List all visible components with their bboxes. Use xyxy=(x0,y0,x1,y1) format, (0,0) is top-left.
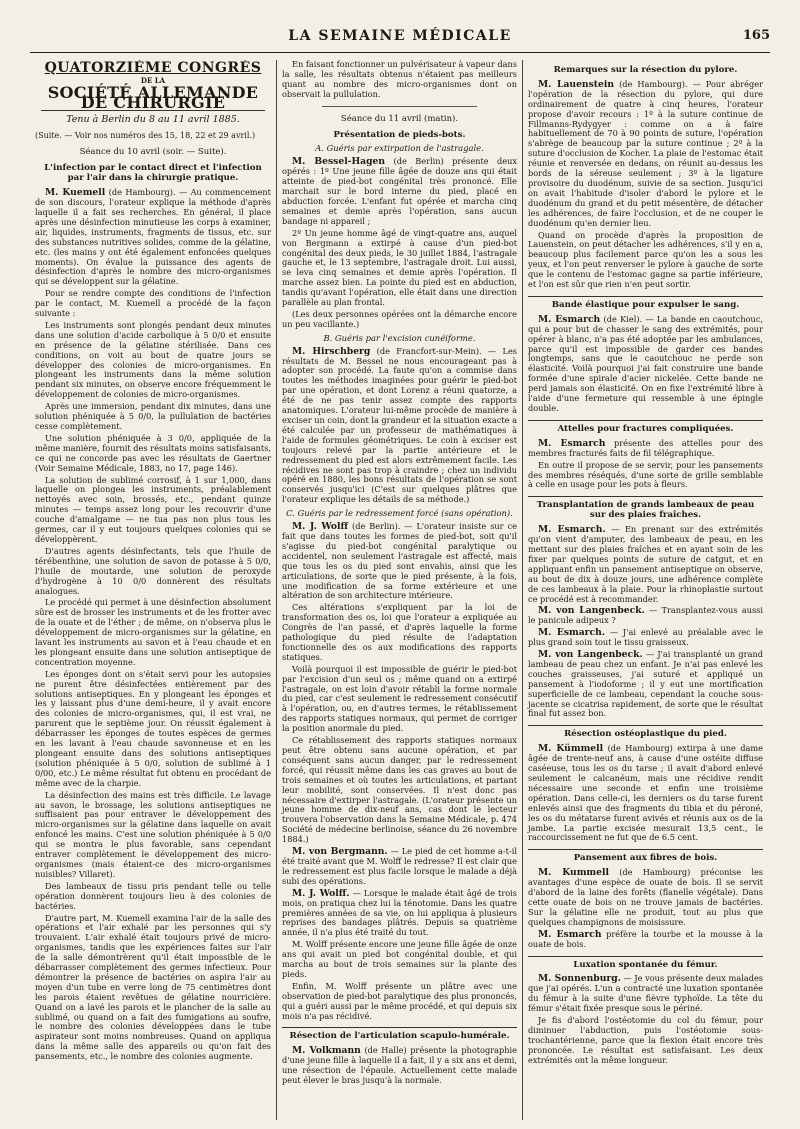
speaker-paragraph xyxy=(282,889,517,939)
speaker-text: (de Hambourg) extirpa à une dame âgée de trente-neuf ans, à cause d'une ostéite diffuse caséeuse, tous les os du tarse ; il avait d'abord enlevé seulement le calcanéum, mais une récidive rendit nécessaire une seconde et enfin une troisième opération. Dans celle-ci, les derniers os du tarse furent enlevés ainsi que des fragments du tibia et du péroné, les os du métatarse furent avivés et réunis aux os de la jambe. La partie excisée mesurait 13,5 cent., le raccourcissement ne fut que de 6.5 cent. xyxy=(528,743,763,843)
section-heading: Remarques sur la résection du pylore. xyxy=(553,65,738,75)
body-paragraph: Des lambeaux de tissu pris pendant telle ou telle opération donnèrent toujours lieu à des colonies de bactéries. xyxy=(35,880,271,911)
speaker-name: M. Hirschberg xyxy=(292,345,371,357)
speaker-name: M. Esmarch xyxy=(538,313,601,325)
speaker-paragraph xyxy=(528,315,763,414)
body-paragraph: En outre il propose de se servir, pour les pansements des membres réséqués, d'une sorte de grille semblable à celle en usage pour les pots à fleurs. xyxy=(528,459,763,490)
speaker-paragraph xyxy=(528,439,763,459)
session-heading: Séance du 11 avril (matin). xyxy=(340,113,459,124)
speaker-paragraph xyxy=(528,650,763,719)
speaker-text: — Transplantez-vous aussi le panicule adipeux ? xyxy=(528,605,763,626)
speaker-text: préfère la tourbe et la mousse à la ouate de bois. xyxy=(528,928,764,949)
column-3 xyxy=(522,60,768,1120)
congress-title: QUATORZIÈME CONGRÈS xyxy=(44,60,262,76)
speaker-name: M. von Langenbeck. xyxy=(538,649,643,661)
speaker-paragraph xyxy=(528,744,763,843)
body-paragraph: Les éponges dont on s'était servi pour les autopsies ne purent être désinfectées entièrement par des solutions antiseptiques. En y plongeant les éponges et les y laissant plus d'une demi-heure, il y avait encore des colonies de micro-organismes, qui, il est vrai, ne parurent que le septième jour. On réussit également à débarrasser les éponges de toutes espèces de germes en les lavant à l'eau chaude savonneuse et en les plongeant ensuite dans des solutions antiseptiques (solution phéniquée à 5 0/0, solution de sublimé à 1 0/00, etc.) Le même résultat fut obtenu en procédant de même avec de la charpie. xyxy=(35,668,271,788)
speaker-name: M. Lauenstein xyxy=(538,78,615,90)
body-paragraph: Pour se rendre compte des conditions de l'infection par le contact, M. Kuemell a procédé de la façon suivante : xyxy=(35,288,271,319)
society-title: SOCIÉTÉ ALLEMANDE DE CHIRURGIE xyxy=(41,88,265,111)
speaker-paragraph xyxy=(35,188,271,287)
section-heading: Luxation spontanée du fémur. xyxy=(528,956,763,971)
section-heading: Transplantation de grands lambeaux de peau sur des plaies fraîches. xyxy=(528,496,763,521)
body-paragraph: Après une immersion, pendant dix minutes, dans une solution phéniquée à 5 0/0, la pullulation de bactéries cesse complètement. xyxy=(35,401,271,431)
page-number: 165 xyxy=(742,28,770,43)
speaker-paragraph xyxy=(282,157,517,226)
body-paragraph: M. Wolff présente encore une jeune fille âgée de onze ans qui avait un pied bot congénital double, et qui marcha au bout de trois semaines sur la plante des pieds. xyxy=(282,939,517,979)
speaker-text: — En prenant sur des extrémités qu'on vient d'amputer, des lambeaux de peau, en les mettant sur des plaies fraîches et en ayant soin de les fixer par quelques points de suture de catgut, et en appliquant enfin un pansement antiseptique on observe, au bout de dix à douze jours, une adhérence complète de ces lambeaux à la plaie. Pour la rhinoplastie surtout ce procédé est à recommander. xyxy=(528,524,763,604)
speaker-name: M. Volkmann xyxy=(292,1045,361,1057)
body-paragraph: En faisant fonctionner un pulvérisateur à vapeur dans la salle, les résultats obtenus n'étaient pas meilleurs quant au nombre des micro-organismes dont on observait la pullulation. xyxy=(282,60,517,99)
speaker-text: — J'ai enlevé au préalable avec le plus grand soin tout le tissu graisseux. xyxy=(528,627,763,648)
speaker-name: M. Sonnenburg. xyxy=(538,973,621,985)
body-paragraph: D'autres agents désinfectants, tels que l'huile de térébenthine, une solution de savon de potasse à 5 0/0, l'huile de moutarde, une solution de peroxyde d'hydrogène à 10 0/0 donnèrent des résultats analogues. xyxy=(35,545,271,596)
body-paragraph: La solution de sublimé corrosif, à 1 sur 1,000, dans laquelle on plongea les instruments, préalablement nettoyés avec soin, brossés, etc., pendant quinze minutes — temps assez long pour les recouvrir d'une couche d'amalgame — ne tua pas non plus tous les germes, car il y eut toujours quelques colonies qui se développèrent. xyxy=(35,474,271,544)
section-heading: Attelles pour fractures compliquées. xyxy=(528,420,763,435)
header-rule xyxy=(30,52,770,53)
speaker-paragraph xyxy=(528,974,763,1014)
speaker-text: — J'ai transplanté un grand lambeau de peau chez un enfant. Je n'ai pas enlevé les couches graisseuses, j'ai suturé et appliqué un pansement à l'iodoforme ; il y eut une mortification superficielle de ce lambeau, cependant la couche sous-jacente se cicatrisa rapidement, de sorte que le résultat final fut assez bon. xyxy=(528,649,763,719)
speaker-name: M. Kümmell xyxy=(538,743,604,755)
body-paragraph: Enfin, M. Wolff présente un plâtre avec une observation de pied-bot paralytique des plus prononcés, qui a guéri aussi par le même procédé, et qui depuis six mois n'a pas récidivé. xyxy=(282,980,517,1021)
session-heading: Séance du 10 avril (soir. — Suite). xyxy=(79,147,227,158)
speaker-paragraph xyxy=(282,1046,517,1086)
speaker-text: (de Berlin). — L'orateur insiste sur ce fait que dans toutes les formes de pied-bot, soit qu'il s'agisse du pied-bot congénital paralytique ou accidentel, non seulement l'astragale est affecté, mais que tous les os du pied sont envahis, ainsi que les articulations, de sorte que le pied présente, à la fois, une modification de sa forme extérieure et une altération de son architecture intérieure. xyxy=(282,521,517,601)
congress-dates: Tenu à Berlin du 8 au 11 avril 1885. xyxy=(66,113,240,125)
speaker-text: (de Hambourg). — Au commencement de son discours, l'orateur explique la méthode d'après laquelle il a fait ses recherches. En général, il place après une désinfection minutieuse les corps à examiner, air, liquides, instruments, fragments de tissus, etc. sur des substances nutritives solides, comme de la gélatine, etc. (les mains y ont été également enfoncées quelques moments). On évalue la puissance des agents de désinfection d'après le nombre des micro-organismes qui se développent sur la gélatine. xyxy=(35,187,271,287)
suite-note: (Suite. — Voir nos numéros des 15, 18, 22 et 29 avril.) xyxy=(35,130,256,140)
speaker-text: (de Berlin) présente deux opérés : 1º Une jeune fille âgée de douze ans qui était atteinte de pied-bot congénital très prononcé. Elle marchait sur le bord interne du pied, placé en abduction forcée. L'enfant fut opérée et marcha cinq semaines et demie après l'opération, sans aucun bandage ni appareil ; xyxy=(282,156,517,226)
running-title: LA SEMAINE MÉDICALE xyxy=(288,28,512,44)
section-heading: Bande élastique pour expulser le sang. xyxy=(528,296,763,311)
speaker-text: — Je vous présente deux malades que j'ai opérés. L'un a contracté une luxation spontanée du fémur à la suite d'une fièvre typhoïde. La tête du fémur s'était fixée presque sous le périné. xyxy=(528,973,763,1014)
speaker-name: M. Esmarch. xyxy=(538,524,606,536)
section-heading: Pansement aux fibres de bois. xyxy=(528,849,763,864)
speaker-text: (de Francfort-sur-Mein). — Les résultats de M. Bessel ne nous encourageant pas à adopter son procédé. La faute qu'on a commise dans toutes les méthodes imaginées pour guérir le pied-bot par une opération, et dont Lorenz a réuni quatorze, a été de ne pas tenir assez compte des rapports anatomiques. L'orateur lui-même procède de manière à exciser un coin, dont la grandeur et la situation exacte a été calculée par un professeur de mathématiques à l'aide de formules géométriques. Le coin à exciser est toujours relevé par la partie antérieure et le redressement du pied est alors extrêmement facile. Les récidives ne sont pas trop à craindre ; chez un individu opéré en 1880, les bons résultats de l'opération se sont conservés jusqu'ici (C'est sur quelques plâtres que l'orateur explique les détails de sa méthode.) xyxy=(282,345,517,505)
speaker-text: (de Halle) présente la photographie d'une jeune fille à laquelle il a fait, il y a six ans et demi, une résection de l'épaule. Actuellement cette malade peut élever le bras jusqu'à la normale. xyxy=(282,1045,517,1086)
body-paragraph: Les instruments sont plongés pendant deux minutes dans une solution d'acide carbolique à 5 0/0 et ensuite en présence de la gélatine stérilisée. Dans ces conditions, on voit au bout de quatre jours se développer des colonies de micro-organismes. En plongeant les instruments dans la même solution pendant six minutes, on observe encore fréquemment le développement de colonies de micro-organismes. xyxy=(35,319,271,400)
speaker-name: M. Bessel-Hagen xyxy=(292,156,386,168)
speaker-paragraph xyxy=(528,868,763,927)
section-heading: Résection ostéoplastique du pied. xyxy=(528,725,763,740)
column-2 xyxy=(276,60,522,1120)
congress-de-la: DE LA xyxy=(140,75,166,85)
speaker-name: M. Kummell xyxy=(538,867,609,879)
speaker-paragraph xyxy=(528,628,763,648)
speaker-paragraph xyxy=(282,522,517,601)
speaker-paragraph xyxy=(528,80,763,229)
subsection-heading: B. Guéris par l'excision cunéiforme. xyxy=(323,332,476,343)
speaker-name: M. Esmarch xyxy=(538,437,606,449)
body-paragraph: (Les deux personnes opérées ont la démarche encore un peu vacillante.) xyxy=(282,308,517,329)
body-paragraph: Une solution phéniquée à 3 0/0, appliquée de la même manière, fournit des résultats moins satisfaisants, ce qui ne concorde pas avec les résultats de Gaertner (Voir Semaine Médicale, 1883, no 17, page 146). xyxy=(35,432,271,473)
body-paragraph: Ce rétablissement des rapports statiques normaux peut être obtenu sans aucune opération, et par conséquent sans aucun danger, par le redressement forcé, qui réussit même dans les cas graves au bout de trois semaines et où toutes les articulations, et partant leur mobilité, sont conservées. Il n'est donc pas nécessaire d'extirper l'astragale. (L'orateur présente un jeune homme de dix-neuf ans, cas dont le lecteur trouvera l'observation dans la Semaine Médicale, p. 474 Société de médecine berlinoise, séance du 26 novembre 1884.) xyxy=(282,735,517,845)
speaker-name: M. Esmarch. xyxy=(538,627,605,639)
body-paragraph: La désinfection des mains est très difficile. Le lavage au savon, le brossage, les solutions antiseptiques ne suffisaient pas pour entraver le développement des micro-organismes sur la gélatine dans laquelle on avait enfoncé les mains. C'est une solution phéniquée à 5 0/0 qui se montra le plus favorable, sans cependant entraver complètement le développement des micro-organismes (mais étaient-ce des micro-organismes nuisibles? Villaret). xyxy=(35,789,271,879)
body-paragraph: Je fis d'abord l'ostéotomie du col du fémur, pour diminuer l'abduction, puis l'ostéotomie sous-trochantérienne, parce que la flexion était encore très prononcée. Le résultat est satisfaisant. Les deux extrémités ont la même longueur. xyxy=(528,1015,763,1065)
speaker-text: présente des attelles pour des membres fracturés faits de fil télégraphique. xyxy=(528,437,764,458)
speaker-name: M. von Bergmann. xyxy=(292,846,388,858)
speaker-paragraph xyxy=(282,847,517,887)
divider xyxy=(322,106,477,107)
body-paragraph: Le procédé qui permet à une désinfection absolument sûre est de brosser les instruments et de les frotter avec de la ouate et de l'éther ; de même, on n'observa plus le développement de micro-organismes sur la gélatine, en lavant les instruments au savon et à l'eau chaude et en les plongeant ensuite dans une solution antiseptique de concentration moyenne. xyxy=(35,597,271,667)
body-paragraph: Ces altérations s'expliquent par la loi de transformation des os, loi que l'orateur a expliquée au Congrès de l'an passé, et d'après laquelle la forme pathologique du pied résulte de l'adaptation fonctionnelle des os aux modifications des rapports statiques. xyxy=(282,602,517,662)
body-paragraph: D'autre part, M. Kuemell examina l'air de la salle des opérations et l'air exhalé par les personnes qui s'y trouvaient. L'air exhalé était toujours privé de micro-organismes, tandis que les expériences faites sur l'air de la salle démontrèrent qu'il était impossible de le débarrasser complètement des germes infectieux. Pour démontrer la présence de bactéries on aspira l'air au moyen d'un tube en verre long de 75 centimètres dont les parois étaient revêtues de gélatine nourricière. Quand on a lavé les parois et le plancher de la salle au sublimé, ou quand on a fait des fumigations au soufre, le nombre des colonies développées dans le tube aspirateur sont moins nombreuses. Quand on appliqua dans la même salle des appareils ou qu'on fait des pansements, etc., le nombre des colonies augmente. xyxy=(35,912,271,1062)
subsection-heading: C. Guéris par le redressement forcé (sans opération). xyxy=(286,508,513,519)
speaker-name: M. J. Wolff. xyxy=(292,887,350,899)
speaker-text: — Lorsque le malade était âgé de trois mois, on pratiqua chez lui la ténotomie. Dans les quatre premières années de sa vie, on lui appliqua à plusieurs reprises des bandages plâtrés. Depuis sa quatrième année, il n'a plus été traité du tout. xyxy=(282,887,517,938)
speaker-paragraph xyxy=(528,606,763,626)
speaker-paragraph xyxy=(528,930,763,950)
subsection-heading: A. Guéris par extirpation de l'astragale. xyxy=(315,143,484,154)
speaker-text: (de Kiel). — La bande en caoutchouc, qui a pour but de chasser le sang des extrémités, pour opérer à blanc, n'a pas été adoptée par les ambulances, parce qu'il est impossible de garder ces bandes longtemps, sans que le caoutchouc ne perde son élasticité. Voilà pourquoi j'ai fait construire une bande formée d'une spirale d'acier nickelée. Cette bande ne perd jamais son élasticité. On en fixe l'extrémité libre à l'aide d'une fermeture qui ressemble à une épingle double. xyxy=(528,313,764,413)
section-heading: L'infection par le contact direct et l'infection par l'air dans la chirurgie pratique. xyxy=(44,163,262,184)
running-head xyxy=(30,28,770,48)
speaker-text: (de Hambourg) préconise les avantages d'une espèce de ouate de bois. Il se servit d'abord de la laine des forêts (flanelle végétale). Dans cette ouate de bois on ne trouve jamais de bactéries. Sur la gélatine elle ne produit, tout au plus que quelques champignons de moisissure. xyxy=(528,867,763,927)
speaker-paragraph xyxy=(282,347,517,506)
speaker-name: M. Kuemell xyxy=(45,187,106,199)
speaker-text: (de Hambourg). — Pour abréger l'opération de la résection du pylore, qui dure ordinairement de quatre à cinq heures, l'orateur propose d'avoir recours : 1º à la suture continue de Fillmanns-Rydygyer : comme on a à faire habituellement de 70 à 90 points de suture, l'opération s'abrège de beaucoup par la suture continue ; 2º à la suture d'occlusion de Kocher. La plaie de l'estomac était réunie et renversée en dedans, on réunit au-dessus les bords de la séreuse seulement ; 3º à la ligature provisoire du duodénum, suivie de sa section. Jusqu'ici on avait l'habitude d'isoler d'abord le pylore et le duodénum du grand et du petit mésentère, de détacher les adhérences, de faire l'occlusion, et de ne couper le duodénum qu'en dernier lieu. xyxy=(528,78,763,228)
column-1 xyxy=(30,60,276,1120)
speaker-name: M. von Langenbeck. xyxy=(538,605,645,617)
section-heading: Présentation de pieds-bots. xyxy=(333,129,466,140)
speaker-name: M. Esmarch xyxy=(538,928,602,940)
speaker-name: M. J. Wolff xyxy=(292,521,349,533)
speaker-text: — Le pied de cet homme a-t-il été traité avant que M. Wolff le redresse? Il est clair que le redressement est plus facile lorsque le malade a déjà subi des opérations. xyxy=(282,846,517,886)
body-paragraph: Quand on procède d'après la proposition de Lauenstein, on peut détacher les adhérences, s'il y en a, beaucoup plus facilement parce qu'on les a sous les yeux, et l'on peut renverser le pylore à gauche de sorte que le contenu de l'estomac gagne sa partie inférieure, et l'on est sûr que rien n'en peut sortir. xyxy=(528,229,763,290)
body-paragraph: 2º Un jeune homme âgé de vingt-quatre ans, auquel von Bergmann a extirpé à cause d'un pied-bot congénital des deux pieds, le 30 juillet 1884, l'astragale gauche et, le 13 septembre, l'astragale droit. Lui aussi, se leva cinq semaines et demie après l'opération. Il marche assez bien. La pointe du pied est en abduction, tandis qu'avant l'opération, elle était dans une direction parallèle au plan frontal. xyxy=(282,227,517,308)
speaker-paragraph xyxy=(528,525,763,604)
body-paragraph: Voilà pourquoi il est impossible de guérir le pied-bot par l'excision d'un seul os ; même quand on a extirpé l'astragale, on est loin d'avoir rétabli la forme normale du pied, car c'est seulement le redressement consécutif à l'opération, ou, en d'autres termes, le rétablissement des rapports statiques normaux, qui permet de corriger la position anormale du pied. xyxy=(282,663,517,734)
article-columns xyxy=(30,60,770,1120)
section-heading: Résection de l'articulation scapulo-humérale. xyxy=(282,1027,517,1042)
